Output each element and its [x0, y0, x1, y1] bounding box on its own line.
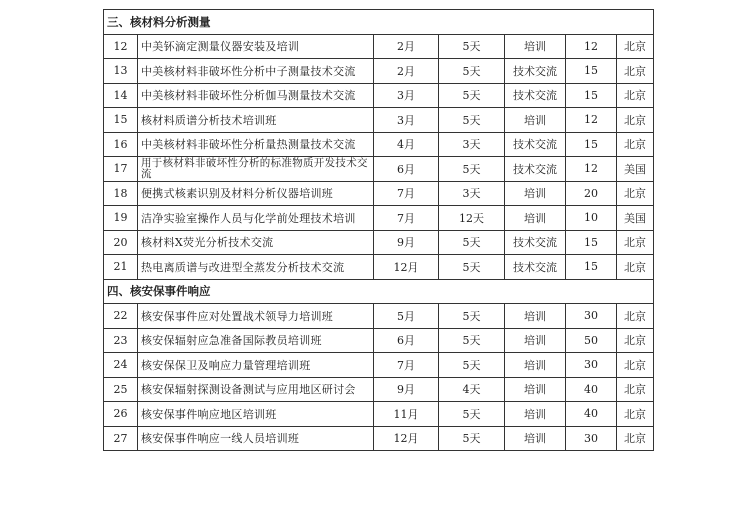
type-cell: 培训	[505, 328, 566, 353]
project-name: 中美核材料非破坏性分析伽马测量技术交流	[138, 83, 374, 108]
row-number: 20	[104, 230, 138, 255]
table-row	[104, 353, 654, 378]
row-number: 14	[104, 83, 138, 108]
location-cell: 美国	[617, 206, 654, 231]
type-cell: 培训	[505, 181, 566, 206]
duration-cell: 5天	[439, 108, 505, 133]
type-cell: 培训	[505, 426, 566, 451]
row-number: 15	[104, 108, 138, 133]
table-body	[104, 10, 654, 451]
table-row	[104, 230, 654, 255]
project-name: 核材料质谱分析技术培训班	[138, 108, 374, 133]
location-cell: 北京	[617, 255, 654, 280]
duration-cell: 3天	[439, 132, 505, 157]
participant-count-cell: 30	[566, 304, 617, 329]
month-cell: 2月	[374, 34, 439, 59]
month-cell: 6月	[374, 328, 439, 353]
table-row	[104, 255, 654, 280]
project-name: 核材料X荧光分析技术交流	[138, 230, 374, 255]
participant-count-cell: 30	[566, 426, 617, 451]
duration-cell: 5天	[439, 230, 505, 255]
month-cell: 7月	[374, 206, 439, 231]
duration-cell: 12天	[439, 206, 505, 231]
project-name: 便携式核素识别及材料分析仪器培训班	[138, 181, 374, 206]
row-number: 24	[104, 353, 138, 378]
type-cell: 技术交流	[505, 255, 566, 280]
type-cell: 培训	[505, 353, 566, 378]
duration-cell: 5天	[439, 157, 505, 182]
row-number: 21	[104, 255, 138, 280]
month-cell: 3月	[374, 83, 439, 108]
participant-count-cell: 12	[566, 34, 617, 59]
table-row	[104, 108, 654, 133]
participant-count-cell: 20	[566, 181, 617, 206]
row-number: 23	[104, 328, 138, 353]
participant-count-cell: 10	[566, 206, 617, 231]
duration-cell: 5天	[439, 83, 505, 108]
duration-cell: 4天	[439, 377, 505, 402]
location-cell: 北京	[617, 353, 654, 378]
type-cell: 培训	[505, 34, 566, 59]
location-cell: 北京	[617, 181, 654, 206]
table-row	[104, 132, 654, 157]
type-cell: 技术交流	[505, 59, 566, 84]
project-name: 核安保辐射探测设备测试与应用地区研讨会	[138, 377, 374, 402]
duration-cell: 5天	[439, 426, 505, 451]
month-cell: 4月	[374, 132, 439, 157]
month-cell: 12月	[374, 426, 439, 451]
location-cell: 北京	[617, 328, 654, 353]
type-cell: 技术交流	[505, 83, 566, 108]
row-number: 16	[104, 132, 138, 157]
participant-count-cell: 40	[566, 377, 617, 402]
project-name: 洁净实验室操作人员与化学前处理技术培训	[138, 206, 374, 231]
table-row	[104, 426, 654, 451]
month-cell: 7月	[374, 353, 439, 378]
row-number: 12	[104, 34, 138, 59]
row-number: 17	[104, 157, 138, 182]
type-cell: 培训	[505, 377, 566, 402]
participant-count-cell: 15	[566, 255, 617, 280]
table-row	[104, 34, 654, 59]
location-cell: 北京	[617, 402, 654, 427]
type-cell: 培训	[505, 108, 566, 133]
table-row	[104, 59, 654, 84]
month-cell: 5月	[374, 304, 439, 329]
row-number: 19	[104, 206, 138, 231]
row-number: 22	[104, 304, 138, 329]
duration-cell: 5天	[439, 328, 505, 353]
participant-count-cell: 15	[566, 83, 617, 108]
type-cell: 培训	[505, 402, 566, 427]
table-row	[104, 157, 654, 182]
duration-cell: 5天	[439, 304, 505, 329]
project-name: 用于核材料非破坏性分析的标准物质开发技术交流	[138, 157, 374, 182]
location-cell: 北京	[617, 304, 654, 329]
duration-cell: 5天	[439, 353, 505, 378]
duration-cell: 5天	[439, 402, 505, 427]
project-name: 核安保保卫及响应力量管理培训班	[138, 353, 374, 378]
type-cell: 技术交流	[505, 132, 566, 157]
row-number: 26	[104, 402, 138, 427]
project-name: 中美核材料非破坏性分析中子测量技术交流	[138, 59, 374, 84]
location-cell: 北京	[617, 377, 654, 402]
section-title: 四、核安保事件响应	[104, 279, 654, 304]
duration-cell: 3天	[439, 181, 505, 206]
row-number: 27	[104, 426, 138, 451]
participant-count-cell: 30	[566, 353, 617, 378]
table-row	[104, 181, 654, 206]
participant-count-cell: 15	[566, 59, 617, 84]
participant-count-cell: 15	[566, 230, 617, 255]
month-cell: 6月	[374, 157, 439, 182]
type-cell: 技术交流	[505, 157, 566, 182]
duration-cell: 5天	[439, 59, 505, 84]
table-row	[104, 206, 654, 231]
month-cell: 9月	[374, 377, 439, 402]
month-cell: 12月	[374, 255, 439, 280]
participant-count-cell: 12	[566, 157, 617, 182]
month-cell: 7月	[374, 181, 439, 206]
table-row	[104, 377, 654, 402]
duration-cell: 5天	[439, 255, 505, 280]
row-number: 13	[104, 59, 138, 84]
location-cell: 北京	[617, 132, 654, 157]
table-row	[104, 328, 654, 353]
project-name: 中美钚滴定测量仪器安装及培训	[138, 34, 374, 59]
location-cell: 北京	[617, 230, 654, 255]
project-name: 核安保事件响应地区培训班	[138, 402, 374, 427]
section-title: 三、核材料分析测量	[104, 10, 654, 35]
participant-count-cell: 15	[566, 132, 617, 157]
row-number: 18	[104, 181, 138, 206]
table-row	[104, 304, 654, 329]
section-header-row	[104, 279, 654, 304]
location-cell: 美国	[617, 157, 654, 182]
project-name: 热电离质谱与改进型全蒸发分析技术交流	[138, 255, 374, 280]
location-cell: 北京	[617, 426, 654, 451]
location-cell: 北京	[617, 59, 654, 84]
project-name: 核安保辐射应急准备国际教员培训班	[138, 328, 374, 353]
location-cell: 北京	[617, 83, 654, 108]
type-cell: 技术交流	[505, 230, 566, 255]
table-row	[104, 402, 654, 427]
table-row	[104, 83, 654, 108]
type-cell: 培训	[505, 206, 566, 231]
participant-count-cell: 40	[566, 402, 617, 427]
project-name: 核安保事件应对处置战术领导力培训班	[138, 304, 374, 329]
month-cell: 2月	[374, 59, 439, 84]
project-name: 核安保事件响应一线人员培训班	[138, 426, 374, 451]
location-cell: 北京	[617, 108, 654, 133]
month-cell: 9月	[374, 230, 439, 255]
month-cell: 11月	[374, 402, 439, 427]
project-name: 中美核材料非破坏性分析量热测量技术交流	[138, 132, 374, 157]
participant-count-cell: 50	[566, 328, 617, 353]
duration-cell: 5天	[439, 34, 505, 59]
row-number: 25	[104, 377, 138, 402]
month-cell: 3月	[374, 108, 439, 133]
type-cell: 培训	[505, 304, 566, 329]
training-schedule-table	[103, 9, 654, 451]
participant-count-cell: 12	[566, 108, 617, 133]
location-cell: 北京	[617, 34, 654, 59]
section-header-row	[104, 10, 654, 35]
